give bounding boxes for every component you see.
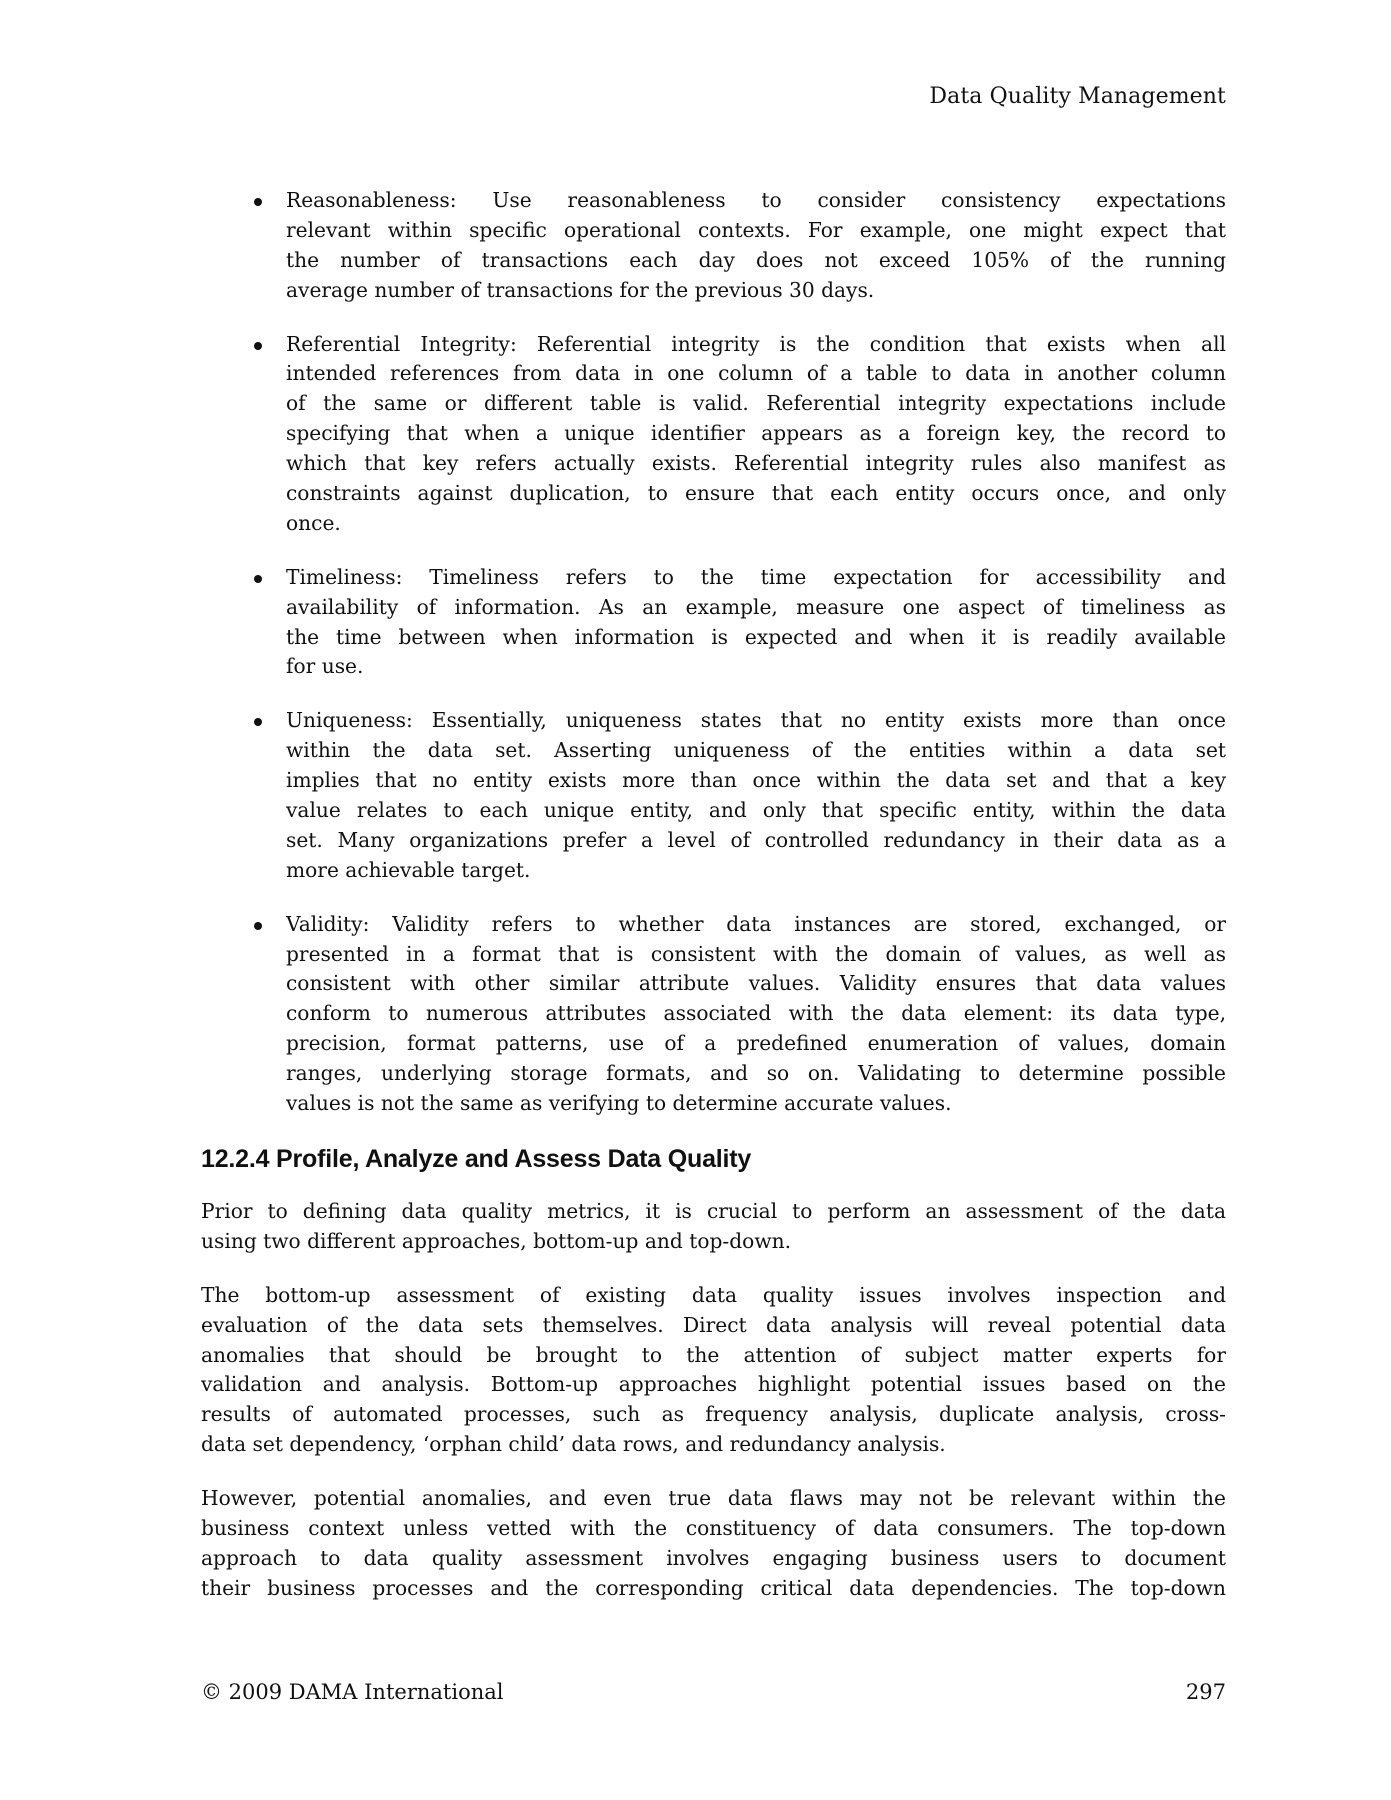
text-line: presented in a format that is consistent with the domain of values, as well as [286,941,1226,966]
text-line: their business processes and the corresponding critical data dependencies. The top-down [201,1575,1226,1600]
running-header: Data Quality Management [929,84,1226,109]
text-line: Uniqueness: Essentially, uniqueness states that no entity exists more than once [286,708,1226,733]
text-line: which that key refers actually exists. Referential integrity rules also manifest as [286,451,1226,476]
text-line: data set dependency, ‘orphan child’ data rows, and redundancy analysis. [201,1432,946,1457]
text-line: of the same or different table is valid. Referential integrity expectations include [286,391,1226,416]
text-line: The bottom-up assessment of existing data quality issues involves inspection and [201,1282,1226,1307]
text-line: the time between when information is expected and when it is readily available [286,624,1226,649]
text-line: Prior to defining data quality metrics, it is crucial to perform an assessment of the data [201,1198,1226,1223]
text-line: values is not the same as verifying to determine accurate values. [286,1091,952,1116]
text-line: Referential Integrity: Referential integrity is the condition that exists when all [286,331,1226,356]
text-line: using two different approaches, bottom-up and top-down. [201,1228,792,1253]
text-line: Timeliness: Timeliness refers to the time expectation for accessibility and [286,564,1226,589]
text-line: more achievable target. [286,857,531,882]
bullet-icon [254,342,262,350]
text-line: evaluation of the data sets themselves. Direct data analysis will reveal potential data [201,1312,1226,1337]
text-line: the number of transactions each day does not exceed 105% of the running [286,247,1226,272]
copyright-notice: © 2009 DAMA International [201,1680,504,1704]
text-line: average number of transactions for the previous 30 days. [286,277,875,302]
list-item-reasonableness [201,186,1226,306]
text-line: implies that no entity exists more than once within the data set and that a key [286,768,1226,793]
text-line: validation and analysis. Bottom-up approaches highlight potential issues based on the [201,1372,1226,1397]
text-line: constraints against duplication, to ensure that each entity occurs once, and only [286,481,1226,506]
bullet-icon [254,575,262,583]
text-line: business context unless vetted with the constituency of data consumers. The top-down [201,1515,1226,1540]
text-line: consistent with other similar attribute values. Validity ensures that data values [286,971,1226,996]
text-line: value relates to each unique entity, and only that specific entity, within the data [286,798,1226,823]
text-line: approach to data quality assessment involves engaging business users to document [201,1545,1226,1570]
paragraph-bottom-up [201,1281,1226,1460]
text-line: precision, format patterns, use of a predefined enumeration of values, domain [286,1031,1226,1056]
list-item-referential-integrity [201,330,1226,539]
page-footer [201,1677,1226,1707]
paragraph-intro [201,1197,1226,1257]
text-line: for use. [286,654,364,679]
text-line: intended references from data in one column of a table to data in another column [286,361,1226,386]
section-heading: 12.2.4 Profile, Analyze and Assess Data Quality [201,1144,752,1173]
text-line: anomalies that should be brought to the attention of subject matter experts for [201,1342,1226,1367]
bullet-icon [254,718,262,726]
text-line: within the data set. Asserting uniqueness of the entities within a data set [286,738,1226,763]
text-line: However, potential anomalies, and even true data flaws may not be relevant within the [201,1486,1226,1511]
text-line: relevant within specific operational contexts. For example, one might expect that [286,217,1226,242]
list-item-validity [201,910,1226,1119]
paragraph-top-down [201,1484,1226,1604]
page-body [201,186,1226,1604]
text-line: Reasonableness: Use reasonableness to consider consistency expectations [286,188,1226,212]
data-quality-dimensions-list [201,186,1226,1119]
text-line: once. [286,510,341,535]
text-line: specifying that when a unique identifier appears as a foreign key, the record to [286,421,1226,446]
bullet-icon [254,198,262,206]
list-item-uniqueness [201,706,1226,885]
text-line: availability of information. As an example, measure one aspect of timeliness as [286,594,1226,619]
text-line: Validity: Validity refers to whether data instances are stored, exchanged, or [286,911,1226,936]
page-number: 297 [1185,1680,1226,1704]
text-line: conform to numerous attributes associated with the data element: its data type, [286,1001,1226,1026]
text-line: set. Many organizations prefer a level of controlled redundancy in their data as a [286,827,1226,852]
list-item-timeliness [201,563,1226,683]
bullet-icon [254,922,262,930]
text-line: results of automated processes, such as frequency analysis, duplicate analysis, cross- [201,1402,1226,1427]
text-line: ranges, underlying storage formats, and so on. Validating to determine possible [286,1061,1226,1086]
